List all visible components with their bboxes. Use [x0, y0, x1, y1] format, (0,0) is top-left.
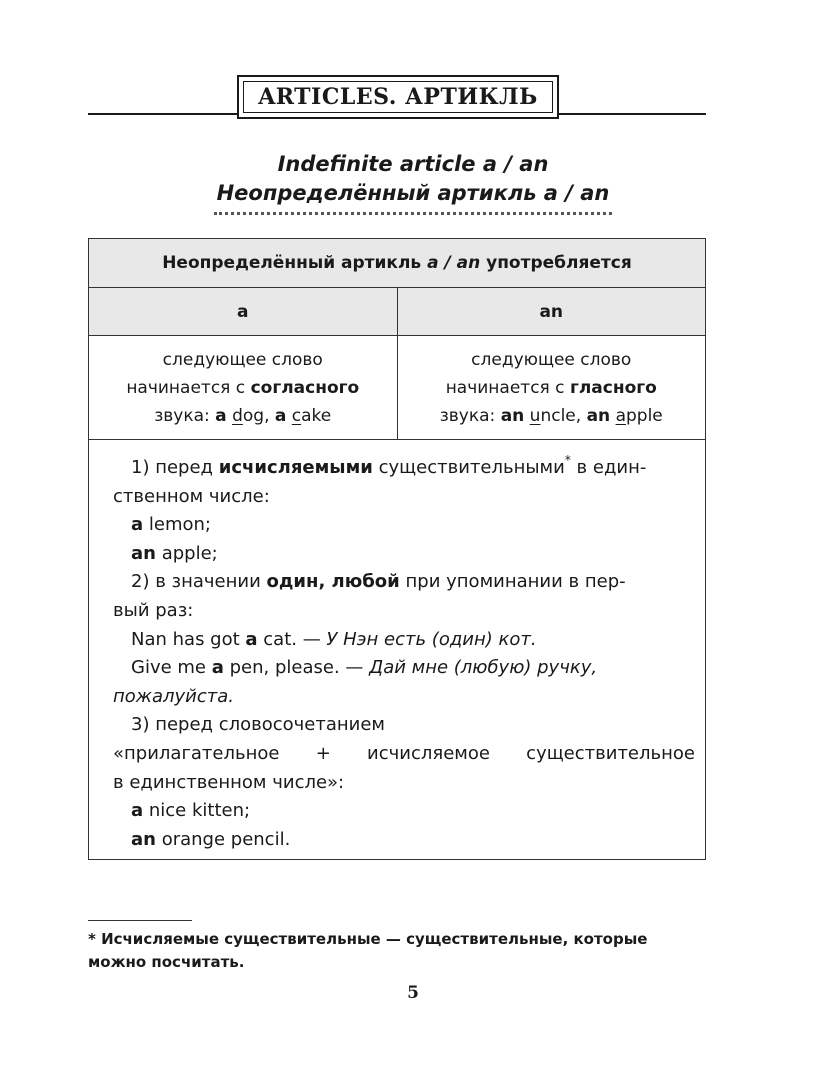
column-headers [89, 288, 705, 336]
table-header [89, 239, 705, 288]
description-a [89, 336, 397, 439]
column-a-header: a [237, 301, 249, 322]
table-header-article: a / an [427, 253, 481, 273]
rule1-line2: ственном числе: [113, 485, 270, 507]
footnote-line2: можно посчитать. [88, 953, 245, 971]
desc-an-line2: начинается с гласного [445, 377, 657, 398]
header-frame [237, 75, 559, 119]
footnote-rule [88, 920, 192, 921]
dotted-divider [214, 212, 612, 215]
desc-an-line3: звука: an uncle, an apple [439, 405, 663, 426]
rule2-example2-cont: пожалуйста. [113, 685, 235, 707]
page-number: 5 [407, 983, 419, 1003]
rule3-line2: «прилагательное + исчисляемое существительное [113, 742, 695, 764]
desc-a-line1: следующее слово [162, 349, 323, 370]
rule2-line1: 2) в значении один, любой при упоминании в пер- [131, 571, 626, 593]
rule3-example1: a nice kitten; [131, 800, 251, 822]
rule3-line1: 3) перед словосочетанием [131, 714, 385, 736]
desc-a-line3: звука: a dog, a cake [154, 405, 332, 426]
description-an [397, 336, 706, 439]
desc-a-line2: начинается с согласного [126, 377, 360, 398]
description-row [89, 336, 705, 440]
section-title-en: Indefinite article a / an [277, 152, 549, 176]
column-an-header: an [397, 288, 706, 335]
articles-table [88, 238, 706, 860]
rule2-line2: вый раз: [113, 599, 194, 621]
rule1-example1: a lemon; [131, 514, 211, 536]
rule1-line1: 1) перед исчисляемыми существительными* в един- [131, 453, 647, 478]
rule3-example2: an orange pencil. [131, 828, 291, 850]
rule3-line3: в единственном числе»: [113, 771, 345, 793]
page-title: ARTICLES. АРТИКЛЬ [243, 81, 553, 113]
footnote [88, 928, 708, 974]
rule2-example2: Give me a pen, please. — Дай мне (любую) ручку, [131, 657, 598, 679]
usage-rules [89, 440, 705, 859]
rule1-example2: an apple; [131, 542, 218, 564]
rule2-example1: Nan has got a cat. — У Нэн есть (один) кот. [131, 628, 537, 650]
table-header-suffix: употребляется [486, 253, 632, 273]
table-header-prefix: Неопределённый артикль [162, 253, 422, 273]
desc-an-line1: следующее слово [471, 349, 632, 370]
footnote-line1: * Исчисляемые существительные — существительные, которые [88, 930, 648, 948]
section-title-ru: Неопределённый артикль a / an [216, 181, 610, 205]
